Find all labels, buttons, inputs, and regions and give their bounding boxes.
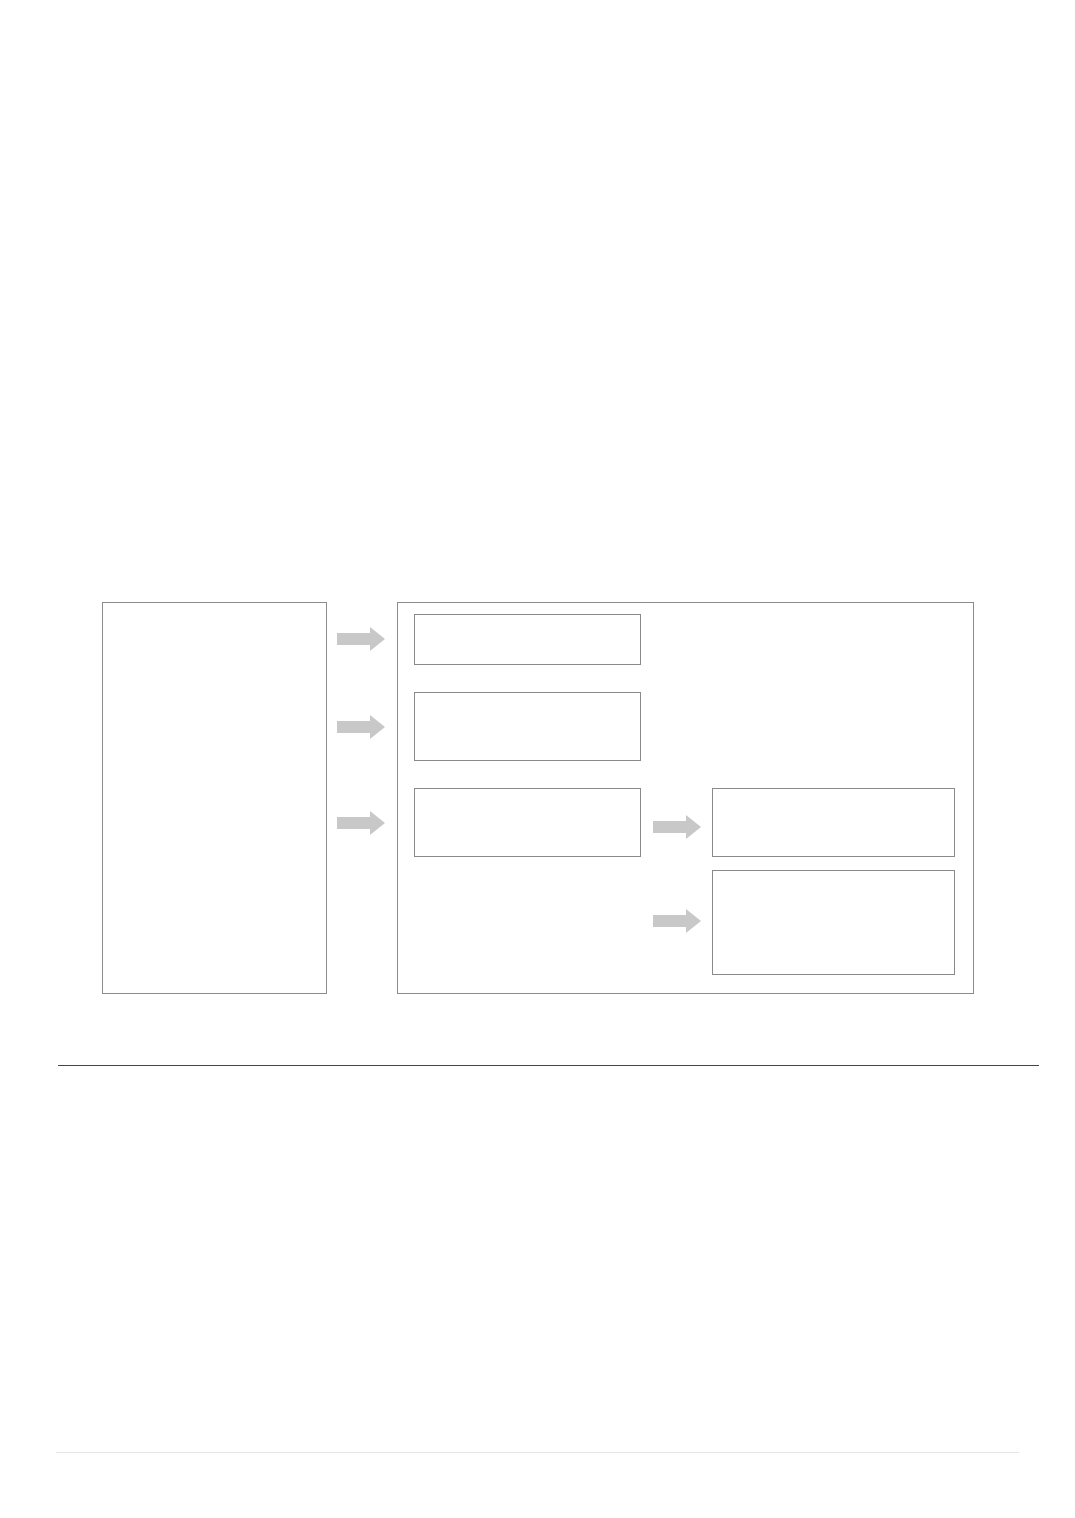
right-arrow-icon [337, 627, 385, 651]
right-arrow-icon [337, 811, 385, 835]
right-arrow-icon [337, 715, 385, 739]
good-standing-box [414, 614, 641, 665]
petition-box [712, 788, 955, 857]
academic-standing-paragraph [59, 356, 1019, 377]
suspension-box [414, 788, 641, 857]
checklist-header [58, 1044, 1039, 1066]
footer-rule [56, 1452, 1019, 1453]
suspended-box [712, 870, 955, 975]
first-semester-box [102, 602, 327, 994]
right-arrow-icon [653, 815, 701, 839]
probation-box [414, 692, 641, 761]
right-arrow-icon [653, 909, 701, 933]
checklist-table [58, 1044, 1039, 1434]
